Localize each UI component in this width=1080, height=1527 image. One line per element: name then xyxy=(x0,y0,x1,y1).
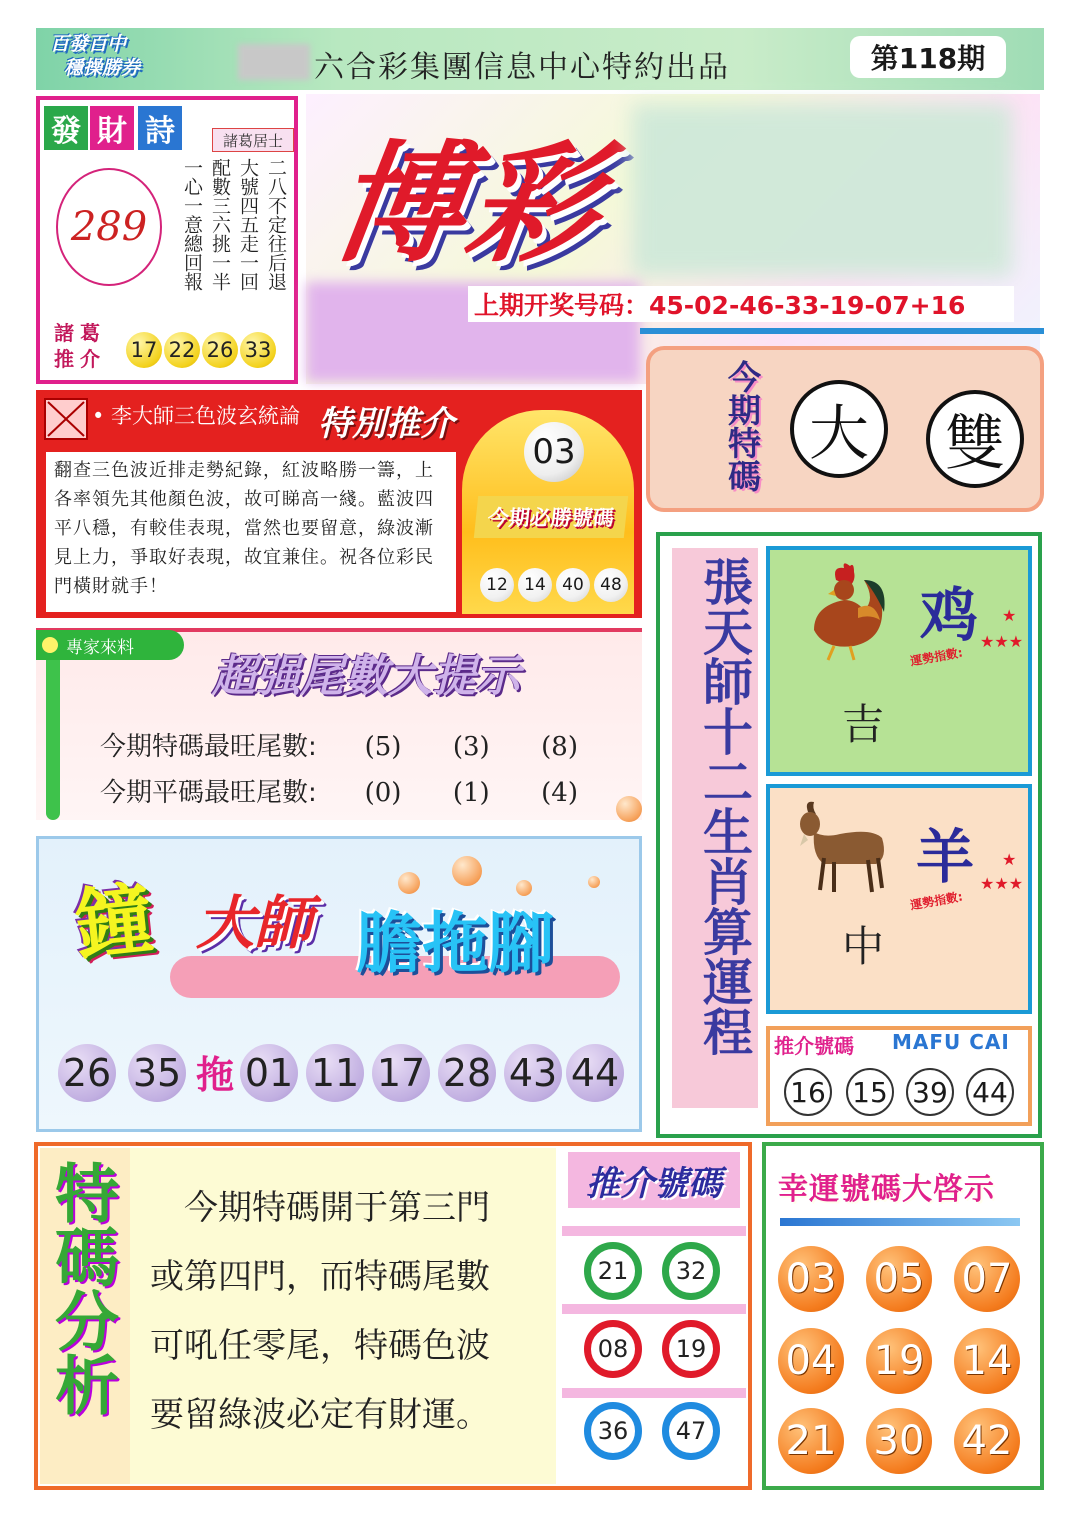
must-win-label: 今期必勝號碼 xyxy=(474,496,628,538)
poem-tag-2: 財 xyxy=(90,106,134,150)
zodiac-recommend-title: 推介號碼 xyxy=(774,1034,854,1058)
analysis-line: 或第四門，而特碼尾數 xyxy=(150,1257,490,1297)
drag-title-zhong: 鐘 xyxy=(70,874,158,972)
zodiac-recommend-ball: 44 xyxy=(966,1068,1014,1116)
zodiac-title: 張天師十二生肖算運程 xyxy=(695,556,753,1056)
tail-title: 超强尾數大提示 xyxy=(212,651,520,702)
recommend-ball: 47 xyxy=(662,1402,720,1460)
slogan xyxy=(50,32,200,88)
analysis-line: 今期特碼開于第三門 xyxy=(184,1188,490,1228)
zodiac-card-rooster xyxy=(766,546,1032,776)
zodiac-fortune: 中 xyxy=(842,922,885,971)
recommend-ball: 36 xyxy=(584,1402,642,1460)
stripe xyxy=(562,1226,746,1236)
blurred-name xyxy=(238,44,310,80)
main-title: 博彩 xyxy=(323,128,614,280)
recommend-ball: 32 xyxy=(662,1242,720,1300)
tail-special-label: 今期特碼最旺尾數: xyxy=(100,732,317,762)
bubble-icon xyxy=(452,856,482,886)
slogan-line-2: 穩操勝券 xyxy=(64,57,141,79)
poem-line-2: 大號四五走一回 xyxy=(237,158,259,291)
drag-number-ball: 17 xyxy=(372,1044,430,1102)
lucky-ball: 19 xyxy=(866,1328,932,1394)
drag-number-ball: 01 xyxy=(240,1044,298,1102)
lucky-ball: 03 xyxy=(778,1246,844,1312)
lucky-title: 幸運號碼大啓示 xyxy=(778,1172,995,1207)
drag-number-ball: 43 xyxy=(504,1044,562,1102)
stripe xyxy=(562,1304,746,1314)
poem-line-4: 一心一意總回報 xyxy=(181,158,203,291)
expert-tag: 專家來料 xyxy=(36,630,184,660)
recommend-ball: 21 xyxy=(584,1242,642,1300)
fortune-index-label: 運勢指數: xyxy=(909,645,964,669)
lucky-ball: 21 xyxy=(778,1408,844,1474)
tail-special-row xyxy=(100,726,600,763)
three-color-title: • 李大師三色波玄統論 xyxy=(92,404,301,428)
must-win-ball: 03 xyxy=(524,422,584,482)
issue-number: 第118期 xyxy=(850,36,1006,78)
drag-number-ball: 35 xyxy=(128,1044,186,1102)
star-icon: ★★★ xyxy=(980,874,1024,893)
zodiac-card-goat xyxy=(766,784,1032,1014)
signature-stamp xyxy=(56,168,162,286)
must-win-number: 48 xyxy=(594,568,628,602)
tail-value: (3) xyxy=(452,732,490,762)
tag-dot-icon xyxy=(42,637,58,653)
lucky-ball: 42 xyxy=(954,1408,1020,1474)
recommend-ball: 19 xyxy=(662,1320,720,1378)
last-draw-numbers: 上期开奖号码：45-02-46-33-19-07+16 xyxy=(468,286,1014,322)
poem-number-ball: 33 xyxy=(240,332,276,368)
drag-number-ball: 28 xyxy=(438,1044,496,1102)
zodiac-fortune: 吉 xyxy=(842,700,885,749)
poem-number-ball: 17 xyxy=(126,332,162,368)
must-win-number: 14 xyxy=(518,568,552,602)
three-color-text: 翻查三色波近排走勢紀錄，紅波略勝一籌，上各率領先其他顏色波，故可睇高一綫。藍波四平八穩，有較佳表現，當然也要留意，綠波漸見上力，爭取好表現，故宜兼住。祝各位彩民門橫財就手！ xyxy=(46,452,456,612)
special-code-label: 今期特碼 xyxy=(723,360,762,492)
special-code-big: 大 xyxy=(790,380,888,478)
drag-tuo: 拖 xyxy=(196,1053,235,1097)
zodiac-name: 羊 xyxy=(916,823,975,891)
signature-text: 289 xyxy=(70,204,148,250)
star-icon: ★ xyxy=(1002,606,1017,625)
poem-number-ball: 22 xyxy=(164,332,200,368)
zhuge-label: 諸葛推介 xyxy=(54,321,106,371)
bubble-icon xyxy=(616,796,642,822)
tail-side-bar xyxy=(46,650,60,820)
recommend-ball: 08 xyxy=(584,1320,642,1378)
zodiac-recommend-ball: 16 xyxy=(784,1068,832,1116)
tail-value: (4) xyxy=(541,778,578,808)
poem-author: 諸葛居士 xyxy=(212,128,294,152)
goat-icon xyxy=(784,798,894,902)
stripe xyxy=(562,1388,746,1398)
analysis-text xyxy=(130,1148,556,1484)
subtitle: 六合彩集團信息中心特約出品 xyxy=(314,50,730,85)
analysis-title: 特碼分析 xyxy=(44,1160,118,1416)
zodiac-name: 鸡 xyxy=(920,581,979,649)
special-recommend: 特別推介 xyxy=(318,404,454,444)
tail-value: (0) xyxy=(364,778,402,808)
analysis-line: 可吼任零尾，特碼色波 xyxy=(150,1326,490,1366)
bubble-icon xyxy=(588,876,600,888)
drag-title-dantuojiao: 膽拖腳 xyxy=(356,905,554,982)
zodiac-recommend-ball: 15 xyxy=(846,1068,894,1116)
lucky-ball: 05 xyxy=(866,1246,932,1312)
must-win-number: 40 xyxy=(556,568,590,602)
tail-value: (5) xyxy=(364,732,402,762)
slogan-line-1: 百發百中 xyxy=(50,33,127,55)
mafu-cai-label: MAFU CAI xyxy=(892,1030,1010,1054)
must-win-number: 12 xyxy=(480,568,514,602)
lucky-ball: 07 xyxy=(954,1246,1020,1312)
lucky-ball: 14 xyxy=(954,1328,1020,1394)
star-icon: ★★★ xyxy=(980,632,1024,651)
rooster-icon xyxy=(784,560,894,668)
star-icon: ★ xyxy=(1002,850,1017,869)
analysis-line: 要留綠波必定有財運。 xyxy=(150,1395,490,1435)
fortune-index-label: 運勢指數: xyxy=(909,889,964,913)
poem-tag-3: 詩 xyxy=(138,106,182,150)
poem-number-ball: 26 xyxy=(202,332,238,368)
poem-tag-1: 發 xyxy=(44,106,88,150)
zodiac-recommend-ball: 39 xyxy=(906,1068,954,1116)
poem-line-3: 配數三六挑一半 xyxy=(209,158,231,291)
lucky-ball: 04 xyxy=(778,1328,844,1394)
poem-line-1: 二八不定往后退 xyxy=(265,158,287,291)
recommend-title: 推介號碼 xyxy=(568,1152,740,1208)
drag-number-ball: 44 xyxy=(566,1044,624,1102)
drag-number-ball: 26 xyxy=(58,1044,116,1102)
divider xyxy=(640,328,1044,334)
drag-number-ball: 11 xyxy=(306,1044,364,1102)
tail-normal-row xyxy=(100,772,600,809)
special-code-even: 雙 xyxy=(926,390,1024,488)
lucky-ball: 30 xyxy=(866,1408,932,1474)
drag-title-master: 大師 xyxy=(196,889,313,957)
tail-value: (1) xyxy=(452,778,490,808)
tail-normal-label: 今期平碼最旺尾數: xyxy=(100,778,317,808)
lucky-underline xyxy=(780,1218,1020,1226)
poem-box xyxy=(36,96,298,384)
tail-value: (8) xyxy=(541,732,578,762)
blurred-title xyxy=(632,104,1012,276)
cross-icon xyxy=(44,398,88,440)
